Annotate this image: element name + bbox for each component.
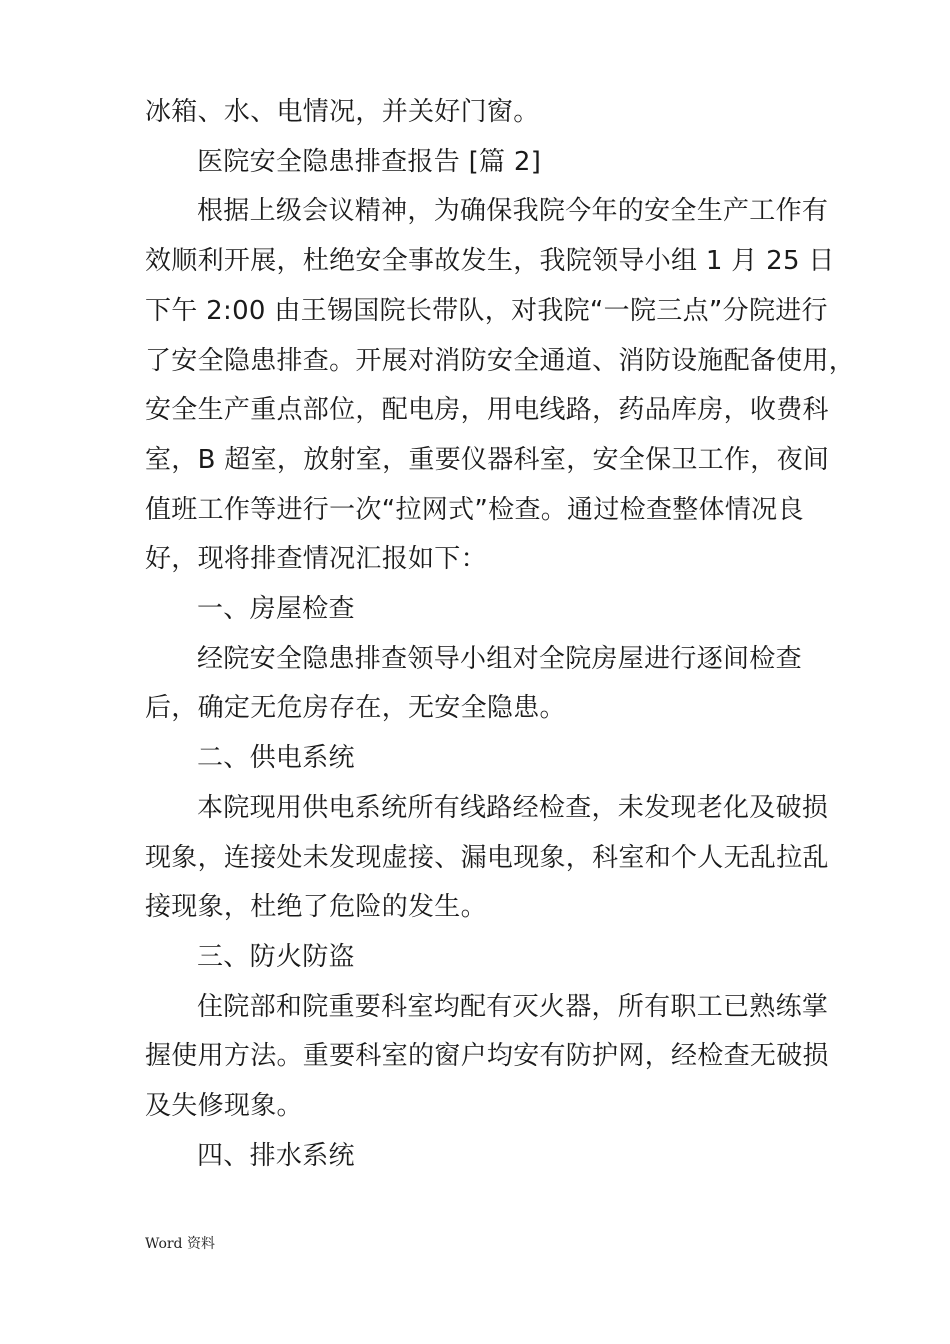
text-line: 经院安全隐患排查领导小组对全院房屋进行逐间检查 <box>197 643 802 674</box>
text-line: 住院部和院重要科室均配有灭火器，所有职工已熟练掌 <box>197 991 829 1022</box>
text-line: 后，确定无危房存在，无安全隐患。 <box>145 693 566 724</box>
text-line: 下午 2:00 由王锡国院长带队，对我院“一院三点”分院进行 <box>145 295 828 326</box>
text-line: 效顺利开展，杜绝安全事故发生，我院领导小组 1 月 25 日 <box>145 246 835 277</box>
text-line: 及失修现象。 <box>145 1091 303 1122</box>
heading-fire-theft: 三、防火防盗 <box>197 941 355 972</box>
text-line: 值班工作等进行一次“拉网式”检查。通过检查整体情况良 <box>145 494 804 525</box>
heading-power-system: 二、供电系统 <box>197 743 355 774</box>
text-line: 室，B 超室，放射室，重要仪器科室，安全保卫工作，夜间 <box>145 444 830 475</box>
text-line: 安全生产重点部位，配电房，用电线路，药品库房，收费科 <box>145 395 829 426</box>
document-body <box>145 88 856 1181</box>
text-line: 根据上级会议精神，为确保我院今年的安全生产工作有 <box>197 196 829 227</box>
section-title: 医院安全隐患排查报告 [篇 2] <box>197 146 542 177</box>
page-footer: Word 资料 <box>145 1236 215 1252</box>
heading-house-check: 一、房屋检查 <box>197 594 355 625</box>
text-line: 了安全隐患排查。开展对消防安全通道、消防设施配备使用， <box>145 345 856 376</box>
text-line: 现象，连接处未发现虚接、漏电现象，科室和个人无乱拉乱 <box>145 842 829 873</box>
text-line: 接现象，杜绝了危险的发生。 <box>145 892 487 923</box>
text-line: 好，现将排查情况汇报如下： <box>145 544 487 575</box>
text-line: 握使用方法。重要科室的窗户均安有防护网，经检查无破损 <box>145 1041 829 1072</box>
heading-drainage: 四、排水系统 <box>197 1140 355 1171</box>
text-line: 本院现用供电系统所有线路经检查，未发现老化及破损 <box>197 792 829 823</box>
text-line: 冰箱、水、电情况，并关好门窗。 <box>145 97 540 127</box>
